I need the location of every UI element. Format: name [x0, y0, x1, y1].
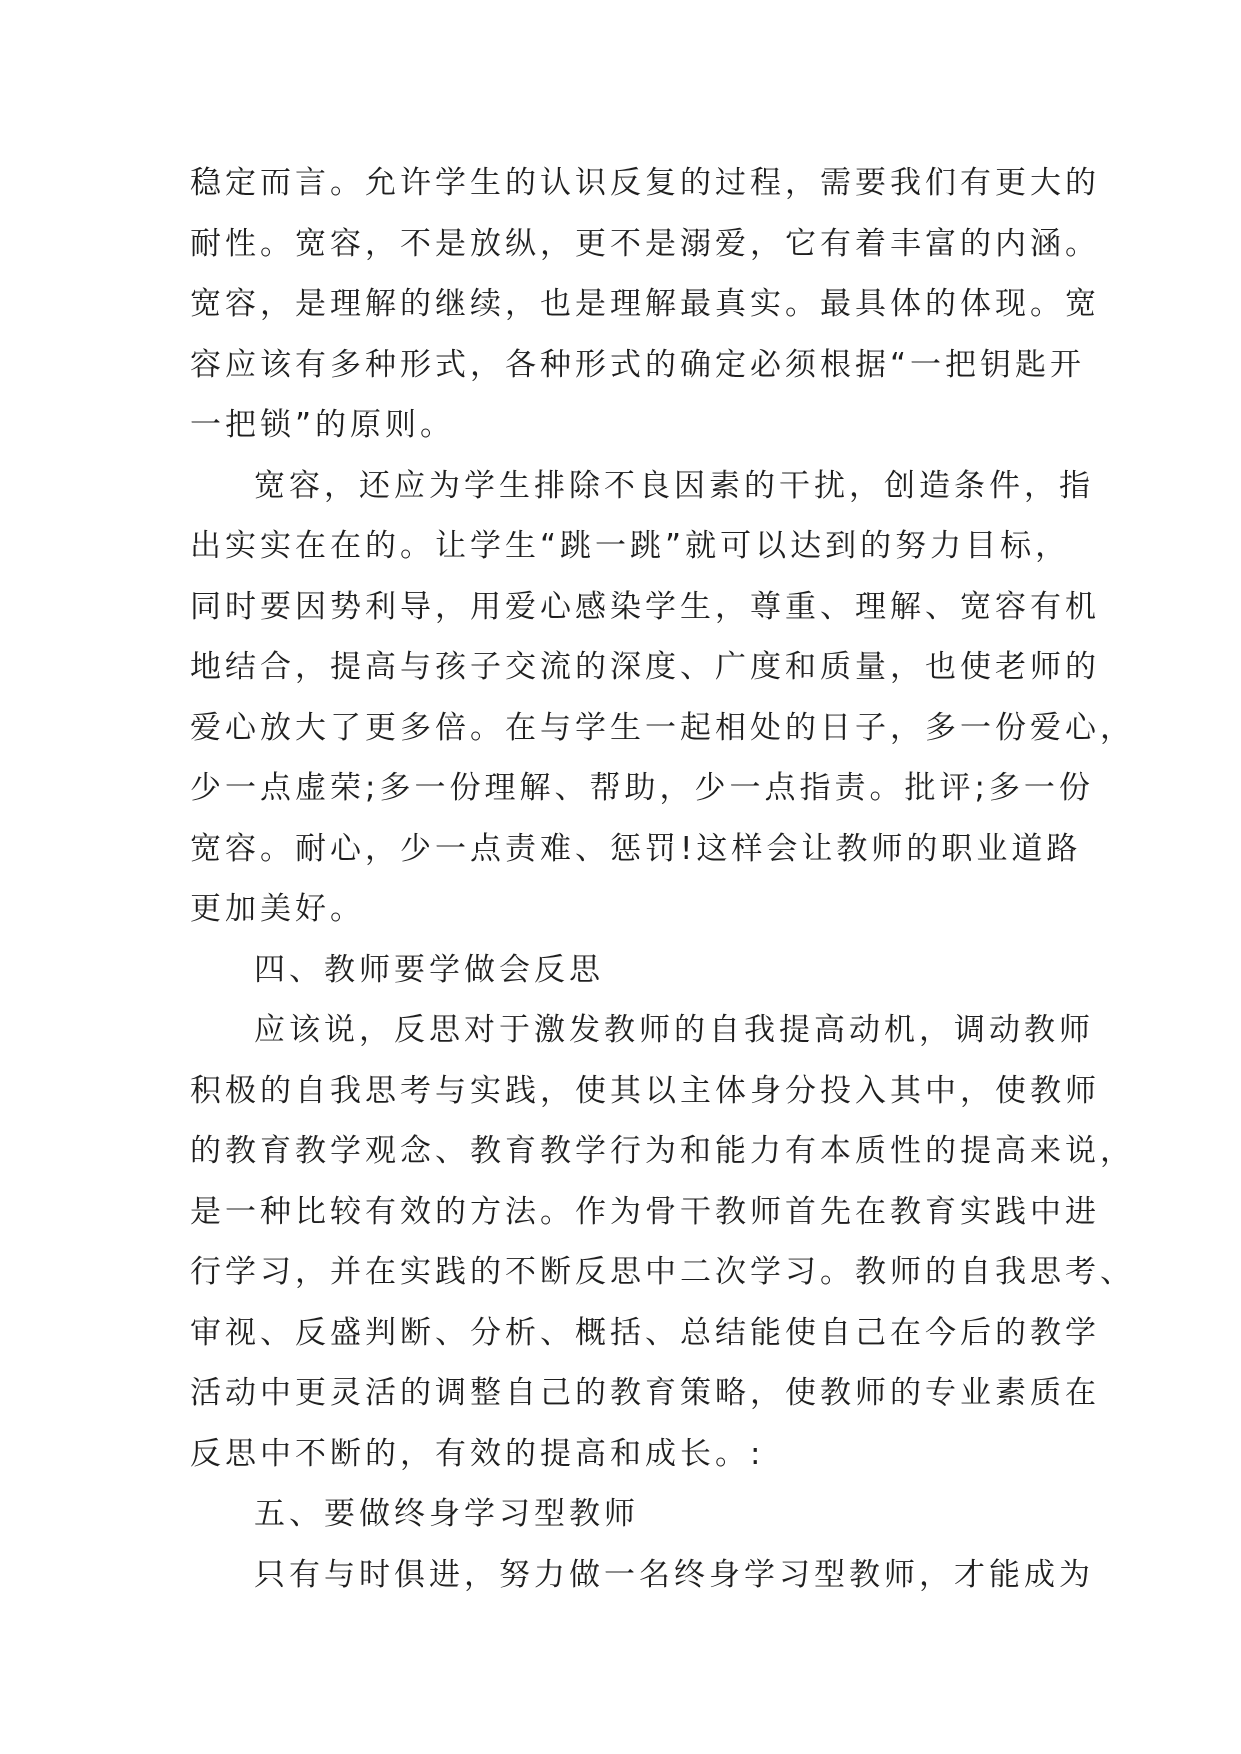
document-body	[190, 153, 1135, 1605]
text-line: 爱心放大了更多倍。在与学生一起相处的日子，多一份爱心，	[190, 709, 1135, 746]
text-line: 的教育教学观念、教育教学行为和能力有本质性的提高来说，	[190, 1133, 1135, 1169]
paragraph-first-line: 宽容，还应为学生排除不良因素的干扰，创造条件，指	[254, 467, 1094, 504]
text-line: 耐性。宽容，不是放纵，更不是溺爱，它有着丰富的内涵。	[190, 225, 1100, 262]
text-line: 宽容，是理解的继续，也是理解最真实。最具体的体现。宽	[190, 286, 1100, 322]
text-line: 容应该有多种形式，各种形式的确定必须根据“一把钥匙开	[190, 346, 1086, 383]
text-line: 审视、反盛判断、分析、概括、总结能使自己在今后的教学	[190, 1314, 1100, 1351]
text-line: 少一点虚荣;多一份理解、帮助，少一点指责。批评;多一份	[190, 770, 1094, 806]
text-line: 地结合，提高与孩子交流的深度、广度和质量，也使老师的	[190, 649, 1100, 685]
section-heading: 四、教师要学做会反思	[254, 951, 604, 988]
text-line: 活动中更灵活的调整自己的教育策略，使教师的专业素质在	[190, 1375, 1100, 1411]
text-line: 宽容。耐心，少一点责难、惩罚!这样会让教师的职业道路	[190, 830, 1082, 867]
text-line: 行学习，并在实践的不断反思中二次学习。教师的自我思考、	[190, 1254, 1135, 1290]
paragraph-first-line: 应该说，反思对于激发教师的自我提高动机，调动教师	[254, 1012, 1094, 1048]
text-line: 是一种比较有效的方法。作为骨干教师首先在教育实践中进	[190, 1193, 1100, 1230]
section-heading: 五、要做终身学习型教师	[254, 1496, 639, 1532]
text-line: 积极的自我思考与实践，使其以主体身分投入其中，使教师	[190, 1072, 1100, 1109]
paragraph-first-line: 只有与时俱进，努力做一名终身学习型教师，才能成为	[254, 1556, 1094, 1593]
text-line: 同时要因势利导，用爱心感染学生，尊重、理解、宽容有机	[190, 588, 1100, 625]
text-line: 更加美好。	[190, 891, 365, 927]
text-line: 反思中不断的，有效的提高和成长。:	[190, 1435, 765, 1472]
text-line: 稳定而言。允许学生的认识反复的过程，需要我们有更大的	[190, 165, 1100, 201]
text-line: 一把锁”的原则。	[190, 407, 456, 443]
text-line: 出实实在在的。让学生“跳一跳”就可以达到的努力目标，	[190, 528, 1071, 564]
